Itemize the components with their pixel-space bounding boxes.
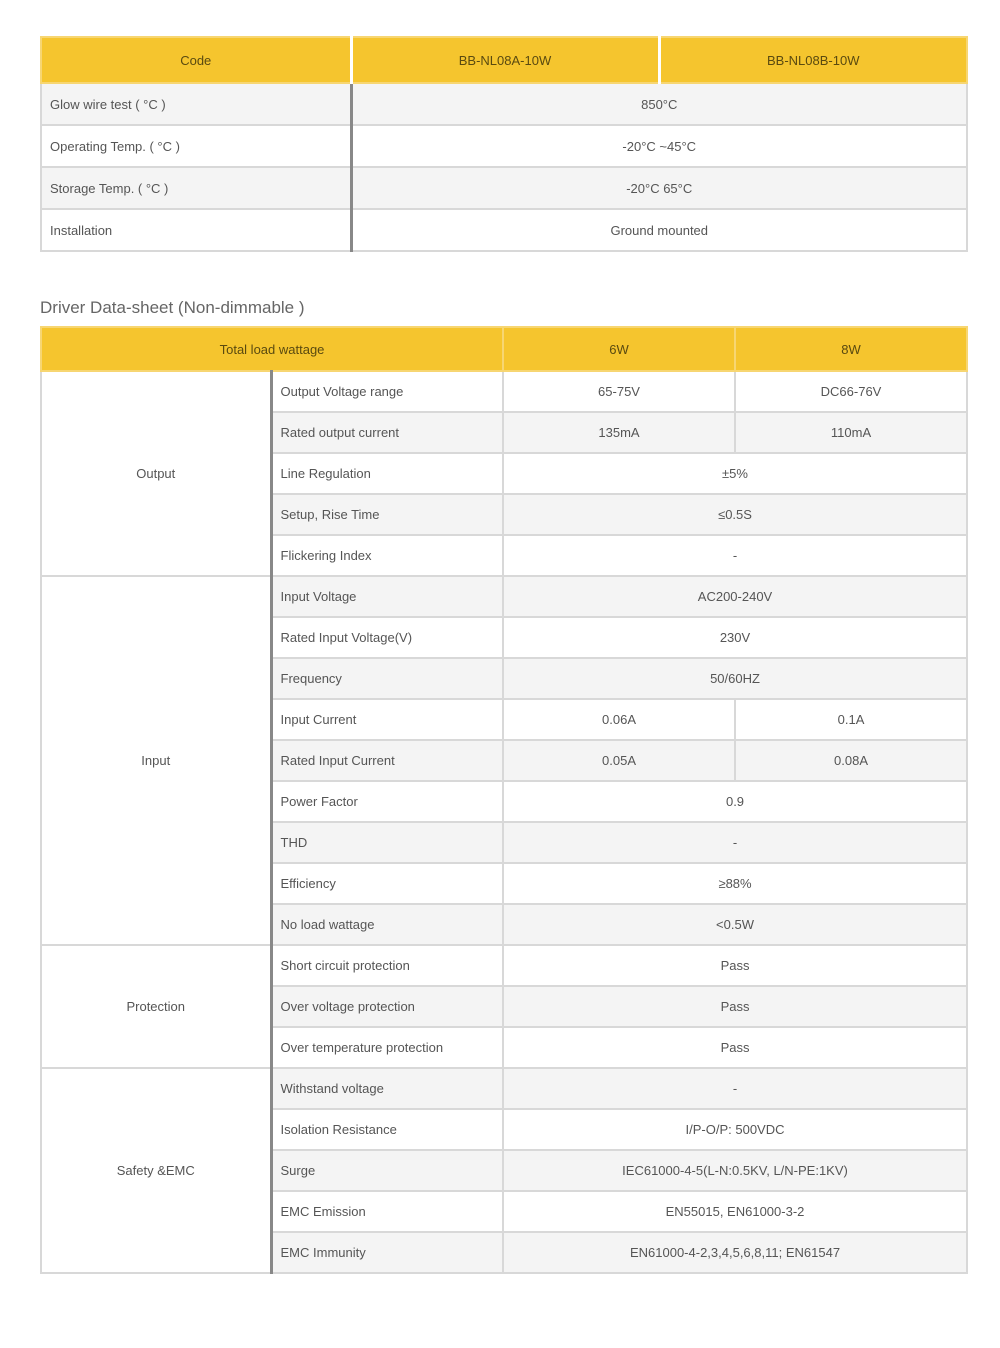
group-label-output: Output	[41, 371, 271, 576]
table-row	[41, 209, 967, 251]
param-label: Over voltage protection	[271, 986, 503, 1027]
param-value: <0.5W	[503, 904, 967, 945]
driver-table	[40, 326, 968, 1274]
param-label: Power Factor	[271, 781, 503, 822]
param-label: EMC Emission	[271, 1191, 503, 1232]
table-row	[41, 83, 967, 125]
param-label: Setup, Rise Time	[271, 494, 503, 535]
value-8w: 0.1A	[735, 699, 967, 740]
param-label: Surge	[271, 1150, 503, 1191]
param-label: EMC Immunity	[271, 1232, 503, 1273]
driver-section-title: Driver Data-sheet (Non-dimmable )	[40, 298, 305, 317]
group-label-safety-emc: Safety &EMC	[41, 1068, 271, 1273]
param-value: -	[503, 1068, 967, 1109]
table-row	[41, 167, 967, 209]
table-row	[41, 125, 967, 167]
spec-table	[40, 36, 968, 252]
param-value: 0.9	[503, 781, 967, 822]
row-value: -20°C ~45°C	[351, 125, 967, 167]
row-label: Operating Temp. ( °C )	[41, 125, 351, 167]
row-label: Installation	[41, 209, 351, 251]
value-8w: 110mA	[735, 412, 967, 453]
header-code: Code	[41, 37, 351, 83]
table-row	[41, 576, 967, 617]
header-model-b: BB-NL08B-10W	[659, 37, 967, 83]
header-6w: 6W	[503, 327, 735, 371]
param-label: Rated Input Current	[271, 740, 503, 781]
param-value: ±5%	[503, 453, 967, 494]
row-label: Glow wire test ( °C )	[41, 83, 351, 125]
param-value: EN61000-4-2,3,4,5,6,8,11; EN61547	[503, 1232, 967, 1273]
param-value: IEC61000-4-5(L-N:0.5KV, L/N-PE:1KV)	[503, 1150, 967, 1191]
driver-table-header	[41, 327, 967, 371]
param-value: 230V	[503, 617, 967, 658]
param-label: Input Current	[271, 699, 503, 740]
row-label: Storage Temp. ( °C )	[41, 167, 351, 209]
param-value: 50/60HZ	[503, 658, 967, 699]
row-value: -20°C 65°C	[351, 167, 967, 209]
value-6w: 0.06A	[503, 699, 735, 740]
param-label: Frequency	[271, 658, 503, 699]
table-row	[41, 1068, 967, 1109]
param-label: THD	[271, 822, 503, 863]
table-row	[41, 945, 967, 986]
header-model-a: BB-NL08A-10W	[351, 37, 659, 83]
row-value: Ground mounted	[351, 209, 967, 251]
param-label: No load wattage	[271, 904, 503, 945]
param-label: Withstand voltage	[271, 1068, 503, 1109]
header-8w: 8W	[735, 327, 967, 371]
param-value: Pass	[503, 1027, 967, 1068]
param-label: Isolation Resistance	[271, 1109, 503, 1150]
param-value: I/P-O/P: 500VDC	[503, 1109, 967, 1150]
value-6w: 135mA	[503, 412, 735, 453]
param-value: ≤0.5S	[503, 494, 967, 535]
value-8w: DC66-76V	[735, 371, 967, 412]
param-value: -	[503, 535, 967, 576]
param-label: Flickering Index	[271, 535, 503, 576]
param-value: EN55015, EN61000-3-2	[503, 1191, 967, 1232]
param-label: Output Voltage range	[271, 371, 503, 412]
value-6w: 65-75V	[503, 371, 735, 412]
param-value: AC200-240V	[503, 576, 967, 617]
header-total-load: Total load wattage	[41, 327, 503, 371]
param-value: -	[503, 822, 967, 863]
value-8w: 0.08A	[735, 740, 967, 781]
param-value: Pass	[503, 945, 967, 986]
param-label: Input Voltage	[271, 576, 503, 617]
param-label: Over temperature protection	[271, 1027, 503, 1068]
value-6w: 0.05A	[503, 740, 735, 781]
spec-table-header	[41, 37, 967, 83]
param-label: Line Regulation	[271, 453, 503, 494]
row-value: 850°C	[351, 83, 967, 125]
param-label: Rated Input Voltage(V)	[271, 617, 503, 658]
table-row	[41, 371, 967, 412]
param-value: ≥88%	[503, 863, 967, 904]
param-label: Short circuit protection	[271, 945, 503, 986]
group-label-input: Input	[41, 576, 271, 945]
group-label-protection: Protection	[41, 945, 271, 1068]
param-value: Pass	[503, 986, 967, 1027]
param-label: Rated output current	[271, 412, 503, 453]
param-label: Efficiency	[271, 863, 503, 904]
